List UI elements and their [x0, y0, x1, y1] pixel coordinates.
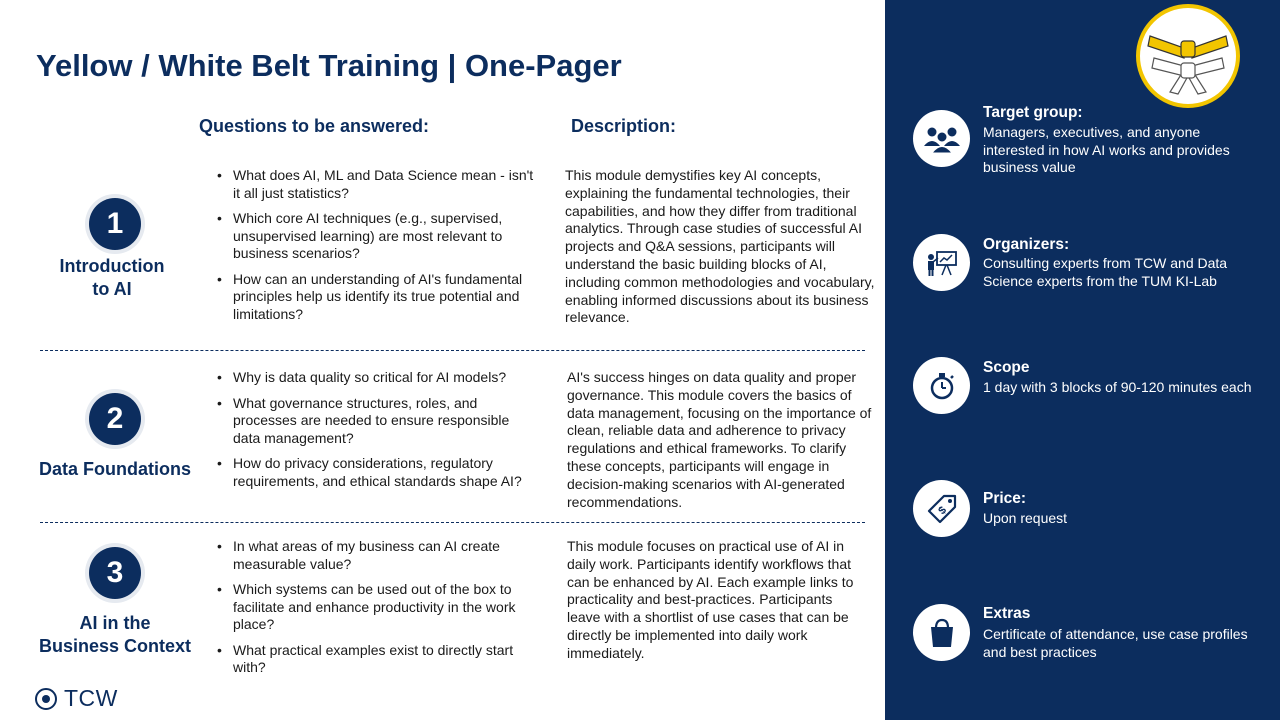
description-column-header: Description:	[571, 116, 677, 136]
info-text: 1 day with 3 blocks of 90-120 minutes each	[983, 379, 1252, 395]
question-item: • How can an understanding of AI's fundamental principles help us identify its true potential and limitations?	[215, 271, 535, 324]
module-number-badge: 3	[89, 547, 141, 599]
info-text: Managers, executives, and anyone interested in how AI works and provides business value	[983, 124, 1230, 175]
info-title: Price:	[983, 490, 1027, 507]
tcw-logo-text: TCW	[64, 685, 118, 711]
question-item: • Which systems can be used out of the box to facilitate and enhance productivity in the work place?	[215, 581, 535, 634]
question-item: • How do privacy considerations, regulatory requirements, and ethical standards shape AI?	[215, 455, 535, 490]
module-name: Data Foundations	[39, 459, 191, 479]
info-text: Consulting experts from TCW and Data Science experts from the TUM KI-Lab	[983, 255, 1228, 289]
info-title: Extras	[983, 605, 1031, 622]
question-item: • Why is data quality so critical for AI models?	[215, 369, 535, 387]
question-item: • In what areas of my business can AI create measurable value?	[215, 538, 535, 573]
shopping-bag-icon	[913, 604, 970, 661]
question-list	[215, 167, 535, 331]
group-icon	[913, 110, 970, 167]
belt-icon	[1136, 4, 1240, 108]
section-divider	[40, 522, 865, 523]
module-description: This module demystifies key AI concepts, explaining the fundamental technologies, their capabilities, and how they differ from traditional analytics. Through case studies of successful AI projects and Q&A sessions, participants will understand the basic building blocks of AI, including common methodologies and vocabulary, enabling informed discussions about its business relevance.	[565, 167, 875, 326]
module-number-badge: 1	[89, 198, 141, 250]
info-title: Organizers:	[983, 236, 1070, 253]
question-item: • What governance structures, roles, and processes are needed to ensure responsible data management?	[215, 395, 535, 448]
module-description: This module focuses on practical use of AI in daily work. Participants identify workflows that can be enhanced by AI. Each example links to practicality and best-practices. Participants leave with a shortlist of use cases that can be directly be implemented into daily work immediately.	[567, 538, 854, 661]
module-number-badge: 2	[89, 393, 141, 445]
question-list	[215, 538, 535, 685]
module-name: Introduction to AI	[59, 256, 165, 299]
info-text: Upon request	[983, 510, 1068, 526]
presenter-icon	[913, 234, 970, 291]
question-list	[215, 369, 535, 498]
question-item: • What does AI, ML and Data Science mean - isn't it all just statistics?	[215, 167, 535, 202]
info-title: Target group:	[983, 104, 1083, 121]
question-item: • What practical examples exist to directly start with?	[215, 642, 535, 677]
questions-column-header: Questions to be answered:	[199, 116, 430, 136]
price-tag-icon	[913, 480, 970, 537]
stopwatch-icon	[913, 357, 970, 414]
question-item: • Which core AI techniques (e.g., supervised, unsupervised learning) are most relevant to business scenarios?	[215, 210, 535, 263]
info-title: Scope	[983, 359, 1030, 376]
tcw-logo-icon	[35, 688, 57, 710]
svg-text:$: $	[935, 503, 949, 517]
tcw-logo	[35, 685, 118, 712]
module-name: AI in the Business Context	[38, 613, 192, 656]
section-divider	[40, 350, 865, 351]
info-text: Certificate of attendance, use case profiles and best practices	[983, 626, 1248, 660]
module-description: AI's success hinges on data quality and proper governance. This module covers the basics of data management, focusing on the importance of clean, reliable data and adherence to privacy regulations and ethical frameworks. To clarify these concepts, participants will engage in decision-making scenarios with AI-generated recommendations.	[567, 369, 872, 510]
page-title: Yellow / White Belt Training | One-Pager	[36, 48, 622, 83]
